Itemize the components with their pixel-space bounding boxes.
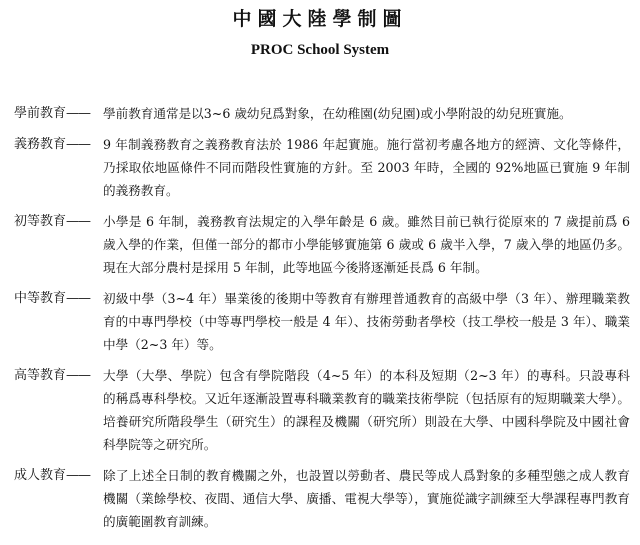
term-separator: —— xyxy=(66,368,91,383)
term-label: 初等教育 xyxy=(14,214,67,229)
term-separator: —— xyxy=(66,137,91,152)
entry-higher xyxy=(14,364,630,456)
entry-text: 大學（大學、學院）包含有學院階段（4~5 年）的本科及短期（2~3 年）的專科。只設專科的稱爲專科學校。又近年逐漸設置專科職業教育的職業技術學院（包括原有的短期職業大學）。培養研究所階段學生（研究生）的課程及機關（研究所）則設在大學、中國科學院及中國社會科學院等之研究所。 xyxy=(103,368,630,452)
entry-text: 初級中學（3~4 年）畢業後的後期中等教育有辦理普通教育的高級中學（3 年）、辦理職業教育的中專門學校（中等專門學校一般是 4 年）、技術勞動者學校（技工學校一般是 3 年）、職業中學（2~3 年）等。 xyxy=(103,291,630,352)
entry-preschool xyxy=(14,102,630,125)
term-label: 學前教育 xyxy=(14,106,67,121)
term-separator: —— xyxy=(66,468,91,483)
entry-term xyxy=(14,102,103,125)
entry-text: 學前教育通常是以3~6 歲幼兒爲對象，在幼稚園(幼兒園)或小學附設的幼兒班實施。 xyxy=(103,106,572,121)
entry-primary xyxy=(14,210,630,279)
entry-text: 小學是 6 年制，義務教育法規定的入學年齡是 6 歲。雖然目前已執行從原來的 7 歲提前爲 6 歲入學的作業，但僅一部分的都市小學能够實施第 6 歲或 6 歲半入學，7 歲入學的地區仍多。現在大部分農村是採用 5 年制，此等地區今後將逐漸延長爲 6 年制。 xyxy=(103,214,630,275)
entry-term xyxy=(14,210,103,233)
entry-term xyxy=(14,364,103,387)
entry-text: 除了上述全日制的教育機關之外，也設置以勞動者、農民等成人爲對象的多種型態之成人教育機關（業餘學校、夜間、通信大學、廣播、電視大學等），實施從識字訓練至大學課程專門教育的廣範圍教育訓練。 xyxy=(103,468,630,529)
entry-term xyxy=(14,464,103,487)
page-title: 中國大陸學制圖 xyxy=(232,8,408,30)
entry-compulsory xyxy=(14,133,630,202)
entry-text: 9 年制義務教育之義務教育法於 1986 年起實施。施行當初考慮各地方的經濟、文化等條件，乃採取依地區條件不同而階段性實施的方針。至 2003 年時，全國的 92%地區已實施 9 年制的義務教育。 xyxy=(103,137,630,198)
page-subtitle: PROC School System xyxy=(250,42,390,58)
entry-list xyxy=(14,102,630,541)
term-label: 高等教育 xyxy=(14,368,67,383)
term-label: 成人教育 xyxy=(14,468,67,483)
entry-term xyxy=(14,287,103,310)
entry-adult xyxy=(14,464,630,533)
term-label: 中等教育 xyxy=(14,291,67,306)
entry-term xyxy=(14,133,103,156)
term-separator: —— xyxy=(66,291,91,306)
term-label: 義務教育 xyxy=(14,137,67,152)
term-separator: —— xyxy=(66,106,91,121)
term-separator: —— xyxy=(66,214,91,229)
entry-secondary xyxy=(14,287,630,356)
